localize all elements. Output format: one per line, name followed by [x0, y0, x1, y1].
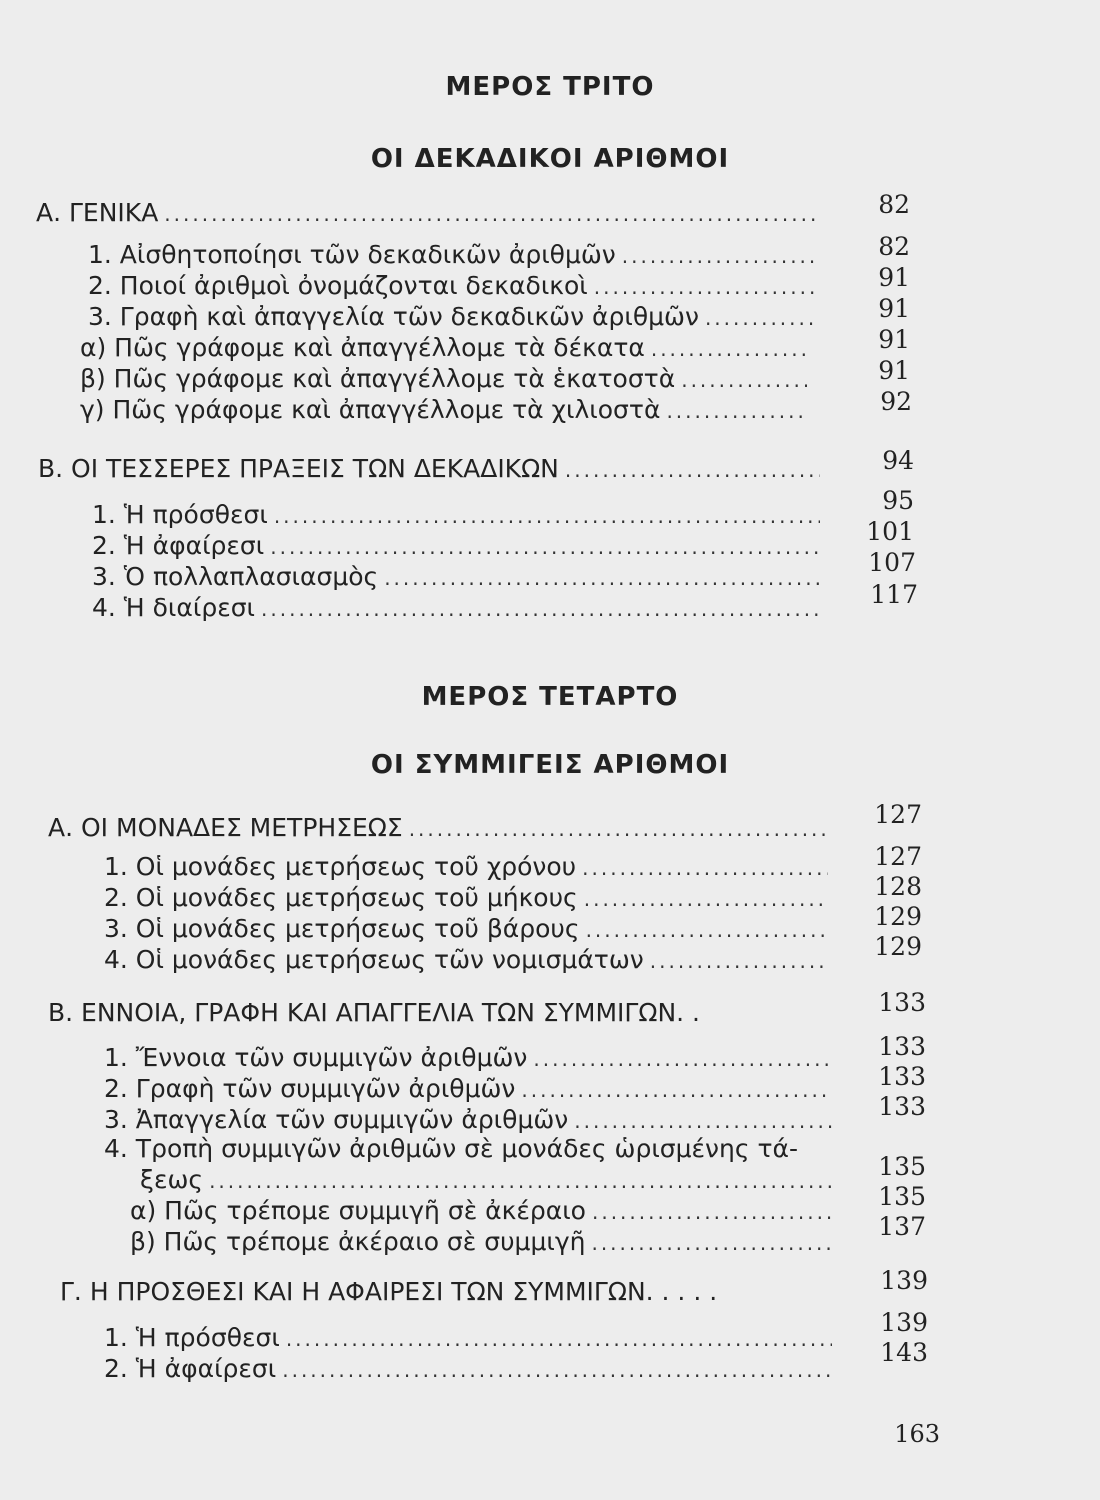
toc-entry: [88, 240, 824, 269]
toc-entry: [92, 593, 828, 622]
leader-dots: [651, 337, 807, 361]
toc-page: 94: [882, 446, 914, 475]
part-subtitle: ΟΙ ΣΥΜΜΙΓΕΙΣ ΑΡΙΘΜΟΙ: [370, 750, 730, 780]
toc-label: 4. Τροπὴ συμμιγῶν ἀριθμῶν σὲ μονάδες ὡρισμένης τά-: [104, 1134, 799, 1163]
toc-label: 1. Ἡ πρόσθεσι: [92, 500, 268, 529]
toc-page: 91: [878, 263, 910, 292]
toc-label: 3. Ὁ πολλαπλασιασμὸς: [92, 562, 379, 591]
toc-label: ξεως: [140, 1165, 204, 1194]
leader-dots: [274, 504, 820, 528]
toc-page: 91: [878, 294, 910, 323]
toc-page: 95: [882, 486, 914, 515]
toc-entry: [38, 454, 828, 483]
toc-page: 127: [874, 842, 922, 871]
toc-label: 3. Ἀπαγγελία τῶν συμμιγῶν ἀριθμῶν: [104, 1105, 569, 1134]
leader-dots: [164, 202, 818, 226]
toc-entry: [104, 1354, 840, 1383]
leader-dots: [666, 399, 807, 423]
leader-dots: [409, 817, 828, 841]
leader-dots: [705, 306, 816, 330]
toc-entry: [140, 1165, 840, 1194]
toc-label: Γ. Η ΠΡΟΣΘΕΣΙ ΚΑΙ Η ΑΦΑΙΡΕΣΙ ΤΩΝ ΣΥΜΜΙΓΩΝ. . . . .: [60, 1277, 718, 1306]
toc-label: 1. Αἰσθητοποίησι τῶν δεκαδικῶν ἀριθμῶν: [88, 240, 616, 269]
part-subtitle: ΟΙ ΔΕΚΑΔΙΚΟΙ ΑΡΙΘΜΟΙ: [370, 144, 730, 174]
toc-label: 1. Οἱ μονάδες μετρήσεως τοῦ χρόνου: [104, 852, 577, 881]
toc-page: 91: [878, 356, 910, 385]
toc-page: 133: [878, 1032, 926, 1061]
toc-entry: [104, 1323, 840, 1352]
toc-label: 2. Οἱ μονάδες μετρήσεως τοῦ μήκους: [104, 883, 578, 912]
toc-label: Α. ΟΙ ΜΟΝΑΔΕΣ ΜΕΤΡΗΣΕΩΣ: [48, 813, 403, 842]
leader-dots: [622, 244, 816, 268]
toc-label: γ) Πῶς γράφομε καὶ ἀπαγγέλλομε τὰ χιλιοστὰ: [80, 395, 661, 424]
toc-label: 3. Οἱ μονάδες μετρήσεως τοῦ βάρους: [104, 914, 580, 943]
toc-page: 127: [874, 800, 922, 829]
leader-dots: [209, 1169, 832, 1193]
toc-label: 3. Γραφὴ καὶ ἀπαγγελία τῶν δεκαδικῶν ἀριθμῶν: [88, 302, 699, 331]
toc-label: 2. Ποιοί ἀριθμοὶ ὀνομάζονται δεκαδικοὶ: [88, 271, 588, 300]
leader-dots: [521, 1078, 832, 1102]
toc-entry: [92, 531, 828, 560]
toc-page: 135: [878, 1182, 926, 1211]
toc-entry: [130, 1196, 840, 1225]
toc-entry: [104, 852, 836, 881]
toc-entry: [104, 883, 836, 912]
toc-page: 133: [878, 988, 926, 1017]
toc-label: 2. Ἡ ἀφαίρεσι: [92, 531, 265, 560]
toc-entry: [36, 198, 826, 227]
toc-entry: [88, 302, 824, 331]
leader-dots: [282, 1358, 832, 1382]
toc-page: 129: [874, 932, 922, 961]
toc-entry: [92, 562, 828, 591]
toc-page: 82: [878, 190, 910, 219]
toc-page: 143: [880, 1338, 928, 1367]
leader-dots: [650, 949, 828, 973]
leader-dots: [586, 918, 828, 942]
toc-entry: [92, 500, 828, 529]
leader-dots: [270, 535, 820, 559]
leader-dots: [261, 597, 820, 621]
toc-page: 133: [878, 1062, 926, 1091]
toc-label: β) Πῶς τρέπομε ἀκέραιο σὲ συμμιγῆ: [130, 1227, 586, 1256]
leader-dots: [591, 1231, 832, 1255]
toc-entry: [130, 1227, 840, 1256]
toc-page: 117: [870, 580, 918, 609]
toc-label: Α. ΓΕΝΙΚΑ: [36, 198, 159, 227]
toc-page: 129: [874, 902, 922, 931]
toc-entry: [48, 813, 836, 842]
toc-page: 133: [878, 1092, 926, 1121]
toc-page: 139: [880, 1266, 928, 1295]
toc-label: β) Πῶς γράφομε καὶ ἀπαγγέλλομε τὰ ἑκατοστὰ: [80, 364, 676, 393]
toc-page: 107: [868, 548, 916, 577]
toc-label: 4. Οἱ μονάδες μετρήσεως τῶν νομισμάτων: [104, 945, 644, 974]
toc-page: 82: [878, 232, 910, 261]
leader-dots: [565, 458, 820, 482]
page-number: 163: [894, 1420, 940, 1448]
toc-page: 128: [874, 872, 922, 901]
toc-entry: [104, 1074, 840, 1103]
leader-dots: [582, 856, 828, 880]
toc-label: 4. Ἡ διαίρεσι: [92, 593, 256, 622]
part-title: ΜΕΡΟΣ ΤΡΙΤΟ: [445, 72, 655, 102]
toc-entry: [104, 1043, 840, 1072]
toc-label: 2. Ἡ ἀφαίρεσι: [104, 1354, 277, 1383]
toc-label: 1. Ἔννοια τῶν συμμιγῶν ἀριθμῶν: [104, 1043, 528, 1072]
toc-entry: [80, 333, 815, 362]
toc-entry: [104, 945, 836, 974]
leader-dots: [286, 1327, 832, 1351]
toc-label: α) Πῶς τρέπομε συμμιγῆ σὲ ἀκέραιο: [130, 1196, 586, 1225]
toc-page: 91: [878, 325, 910, 354]
leader-dots: [584, 887, 828, 911]
toc-label: α) Πῶς γράφομε καὶ ἀπαγγέλλομε τὰ δέκατα: [80, 333, 645, 362]
toc-page: 137: [878, 1212, 926, 1241]
leader-dots: [384, 566, 820, 590]
toc-page: 139: [880, 1308, 928, 1337]
leader-dots: [592, 1200, 832, 1224]
part-title: ΜΕΡΟΣ ΤΕΤΑΡΤΟ: [421, 682, 679, 712]
leader-dots: [533, 1047, 832, 1071]
toc-entry: [104, 1105, 840, 1134]
toc-entry: [104, 914, 836, 943]
leader-dots: [681, 368, 807, 392]
leader-dots: [574, 1109, 832, 1133]
leader-dots: [594, 275, 816, 299]
toc-page: 135: [878, 1152, 926, 1181]
toc-entry: [80, 395, 815, 424]
toc-page: 101: [866, 517, 914, 546]
toc-label: 1. Ἡ πρόσθεσι: [104, 1323, 280, 1352]
toc-entry: [80, 364, 815, 393]
toc-label: Β. ΟΙ ΤΕΣΣΕΡΕΣ ΠΡΑΞΕΙΣ ΤΩΝ ΔΕΚΑΔΙΚΩΝ: [38, 454, 559, 483]
toc-entry: [88, 271, 824, 300]
toc-page: 92: [880, 387, 912, 416]
toc-label: Β. ΕΝΝΟΙΑ, ΓΡΑΦΗ ΚΑΙ ΑΠΑΓΓΕΛΙΑ ΤΩΝ ΣΥΜΜΙΓΩΝ. .: [48, 998, 700, 1027]
toc-label: 2. Γραφὴ τῶν συμμιγῶν ἀριθμῶν: [104, 1074, 516, 1103]
